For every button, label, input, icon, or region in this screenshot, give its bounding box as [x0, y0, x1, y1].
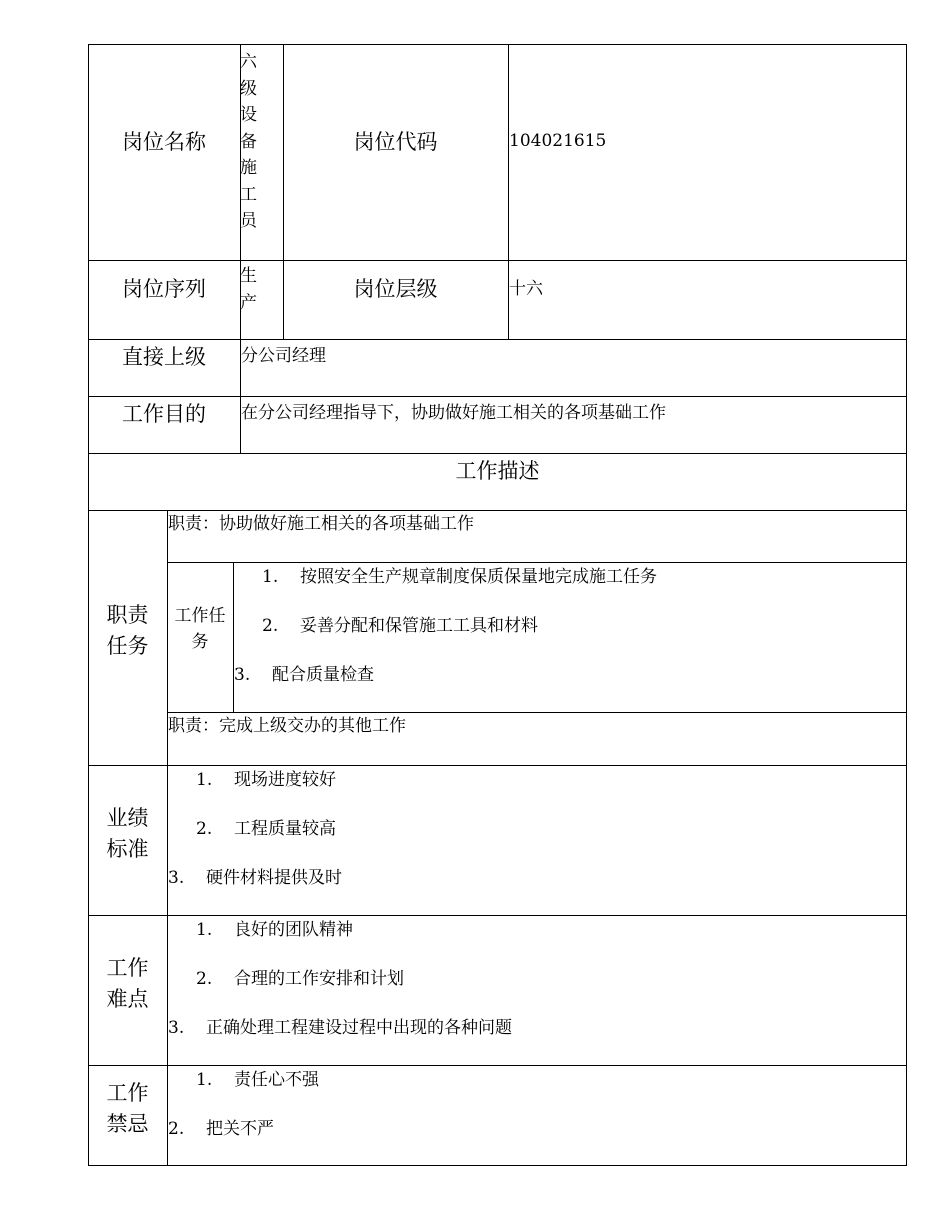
description-title: 工作描述 — [455, 459, 540, 483]
difficulties-label — [88, 953, 167, 1015]
performance-label-line2: 标准 — [106, 837, 149, 861]
post-name-char: 设 — [240, 105, 257, 125]
difficulties-label-line2: 难点 — [106, 987, 149, 1011]
task-label-line1: 工作任 — [174, 606, 226, 626]
post-name-label: 岗位名称 — [122, 130, 206, 154]
taboo-number: 2. — [168, 1119, 185, 1139]
task-item: 按照安全生产规章制度保质保量地完成施工任务 — [300, 567, 657, 587]
purpose-label: 工作目的 — [122, 402, 206, 426]
taboos-label — [88, 1078, 167, 1140]
post-name-char: 级 — [240, 78, 257, 99]
difficulty-item: 良好的团队精神 — [234, 920, 353, 940]
task-number: 2. — [262, 616, 279, 636]
superior-value: 分公司经理 — [241, 346, 326, 366]
post-name-char: 员 — [240, 211, 257, 231]
post-level-value: 十六 — [509, 279, 543, 299]
task-item: 妥善分配和保管施工工具和材料 — [300, 616, 538, 636]
post-series-char: 产 — [240, 292, 257, 313]
purpose-value: 在分公司经理指导下，协助做好施工相关的各项基础工作 — [241, 403, 666, 423]
superior-label: 直接上级 — [122, 345, 206, 369]
post-series-value — [240, 263, 262, 316]
duties-label-line2: 任务 — [106, 634, 149, 658]
post-code-value: 104021615 — [509, 131, 607, 151]
taboo-item: 把关不严 — [206, 1119, 274, 1139]
duty-1: 职责：协助做好施工相关的各项基础工作 — [168, 514, 474, 534]
performance-item: 工程质量较高 — [234, 819, 336, 839]
post-name-char: 施 — [240, 158, 257, 178]
performance-number: 1. — [196, 770, 213, 790]
task-label-line2: 务 — [191, 632, 209, 652]
post-name-value — [240, 49, 262, 235]
performance-number: 2. — [196, 819, 213, 839]
performance-item: 现场进度较好 — [234, 770, 336, 790]
taboos-label-line2: 禁忌 — [106, 1112, 149, 1136]
task-number: 3. — [234, 665, 251, 685]
post-name-char: 六 — [240, 52, 257, 72]
task-item: 配合质量检查 — [272, 665, 374, 685]
performance-label-line1: 业绩 — [106, 806, 149, 830]
post-series-label: 岗位序列 — [122, 277, 206, 301]
post-level-label: 岗位层级 — [353, 277, 438, 301]
task-label — [167, 603, 233, 655]
difficulty-number: 1. — [196, 920, 213, 940]
post-series-char: 生 — [240, 266, 257, 286]
performance-label — [88, 803, 167, 865]
difficulties-label-line1: 工作 — [106, 956, 149, 980]
difficulty-number: 2. — [196, 969, 213, 989]
difficulty-item: 合理的工作安排和计划 — [234, 969, 404, 989]
taboos-label-line1: 工作 — [106, 1081, 149, 1105]
taboo-number: 1. — [196, 1070, 213, 1090]
performance-number: 3. — [168, 868, 185, 888]
post-name-char: 备 — [240, 131, 257, 152]
difficulty-number: 3. — [168, 1018, 185, 1038]
duty-2: 职责：完成上级交办的其他工作 — [168, 716, 406, 736]
taboo-item: 责任心不强 — [234, 1070, 319, 1090]
post-name-char: 工 — [240, 184, 257, 205]
post-code-label: 岗位代码 — [353, 130, 438, 154]
task-number: 1. — [262, 567, 279, 587]
duties-label — [88, 600, 167, 662]
duties-label-line1: 职责 — [106, 603, 149, 627]
difficulty-item: 正确处理工程建设过程中出现的各种问题 — [206, 1018, 512, 1038]
performance-item: 硬件材料提供及时 — [206, 868, 342, 888]
